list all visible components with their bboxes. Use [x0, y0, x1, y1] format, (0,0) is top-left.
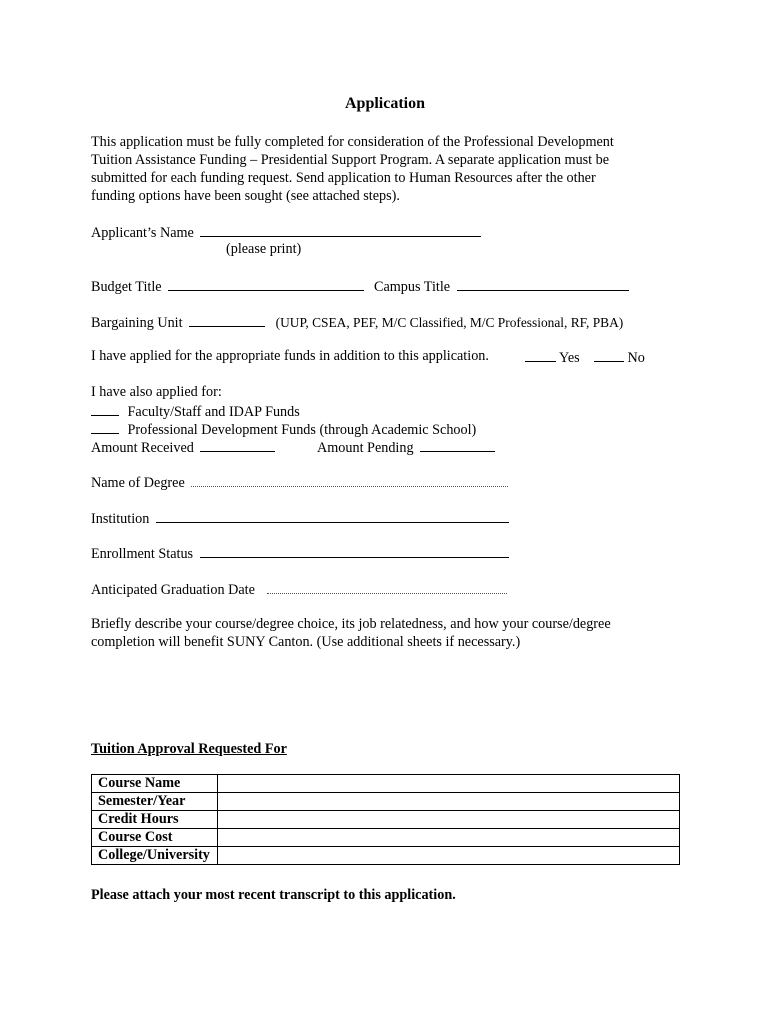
also-applied-label: I have also applied for: — [91, 384, 222, 400]
amount-pending-field[interactable] — [420, 437, 495, 452]
semester-year-cell[interactable] — [218, 793, 680, 811]
table-row — [92, 775, 680, 793]
institution-label: Institution — [91, 511, 150, 527]
semester-year-input[interactable] — [218, 793, 679, 810]
table-row — [92, 847, 680, 865]
bargaining-options: (UUP, CSEA, PEF, M/C Classified, M/C Professional, RF, PBA) — [275, 315, 624, 330]
course-name-input[interactable] — [218, 775, 679, 792]
institution-field[interactable] — [156, 508, 509, 523]
amount-pending-row — [317, 437, 495, 457]
please-print-hint: (please print) — [226, 241, 302, 257]
degree-label: Name of Degree — [91, 475, 185, 491]
table-row — [92, 829, 680, 847]
graduation-field[interactable] — [267, 579, 507, 594]
credit-hours-input[interactable] — [218, 811, 679, 828]
college-university-cell[interactable] — [218, 847, 680, 865]
enrollment-row — [91, 543, 509, 563]
amount-received-field[interactable] — [200, 437, 275, 452]
institution-row — [91, 508, 509, 528]
amount-pending-label: Amount Pending — [317, 440, 414, 456]
campus-title-field[interactable] — [457, 276, 629, 291]
budget-title-label: Budget Title — [91, 279, 162, 295]
college-university-input[interactable] — [218, 847, 679, 864]
no-checkbox-line[interactable] — [594, 347, 624, 362]
amount-received-row — [91, 437, 275, 457]
describe-line: Briefly describe your course/degree choice, its job relatedness, and how your course/degree — [91, 616, 611, 632]
describe-line: completion will benefit SUNY Canton. (Use additional sheets if necessary.) — [91, 634, 521, 650]
enrollment-field[interactable] — [200, 543, 509, 558]
degree-field[interactable] — [191, 472, 508, 487]
bargaining-unit-field[interactable] — [189, 312, 265, 327]
bargaining-unit-row — [91, 312, 623, 332]
describe-paragraph — [91, 615, 611, 651]
course-cost-cell[interactable] — [218, 829, 680, 847]
table-row — [92, 793, 680, 811]
intro-line: submitted for each funding request. Send application to Human Resources after the other — [91, 170, 596, 186]
college-university-label: College/University — [92, 847, 218, 865]
campus-title-row — [374, 276, 629, 296]
course-name-label: Course Name — [92, 775, 218, 793]
option-faculty-label: Faculty/Staff and IDAP Funds — [127, 404, 300, 420]
campus-title-label: Campus Title — [374, 279, 451, 295]
yes-option — [525, 347, 580, 367]
option-prof-dev-label: Professional Development Funds (through Academic School) — [127, 422, 477, 438]
option-prof-dev-row — [91, 419, 476, 439]
applicant-name-row — [91, 222, 481, 242]
describe-answer-area[interactable] — [91, 655, 680, 725]
no-label: No — [627, 350, 645, 366]
degree-row — [91, 472, 508, 492]
intro-paragraph — [91, 133, 614, 205]
enrollment-label: Enrollment Status — [91, 546, 194, 562]
course-cost-label: Course Cost — [92, 829, 218, 847]
credit-hours-label: Credit Hours — [92, 811, 218, 829]
tuition-table — [91, 774, 680, 865]
course-name-cell[interactable] — [218, 775, 680, 793]
no-option — [594, 347, 645, 367]
amount-received-label: Amount Received — [91, 440, 194, 456]
budget-title-field[interactable] — [168, 276, 364, 291]
faculty-checkbox-line[interactable] — [91, 401, 119, 416]
option-faculty-row — [91, 401, 300, 421]
course-cost-input[interactable] — [218, 829, 679, 846]
applicant-name-label: Applicant’s Name — [91, 225, 194, 241]
intro-line: Tuition Assistance Funding – Presidential Support Program. A separate application must be — [91, 152, 610, 168]
prof-dev-checkbox-line[interactable] — [91, 419, 119, 434]
tuition-heading: Tuition Approval Requested For — [91, 741, 287, 757]
semester-year-label: Semester/Year — [92, 793, 218, 811]
intro-line: This application must be fully completed for consideration of the Professional Development — [91, 134, 614, 150]
applicant-name-field[interactable] — [200, 222, 481, 237]
yes-label: Yes — [559, 350, 580, 366]
applied-funds-text: I have applied for the appropriate funds in addition to this application. — [91, 348, 489, 364]
budget-title-row — [91, 276, 364, 296]
yes-checkbox-line[interactable] — [525, 347, 556, 362]
graduation-label: Anticipated Graduation Date — [91, 582, 255, 598]
footer-note: Please attach your most recent transcript to this application. — [91, 887, 456, 903]
page-title: Application — [344, 95, 425, 112]
bargaining-unit-label: Bargaining Unit — [91, 315, 183, 331]
graduation-row — [91, 579, 507, 599]
credit-hours-cell[interactable] — [218, 811, 680, 829]
intro-line: funding options have been sought (see attached steps). — [91, 188, 400, 204]
table-row — [92, 811, 680, 829]
